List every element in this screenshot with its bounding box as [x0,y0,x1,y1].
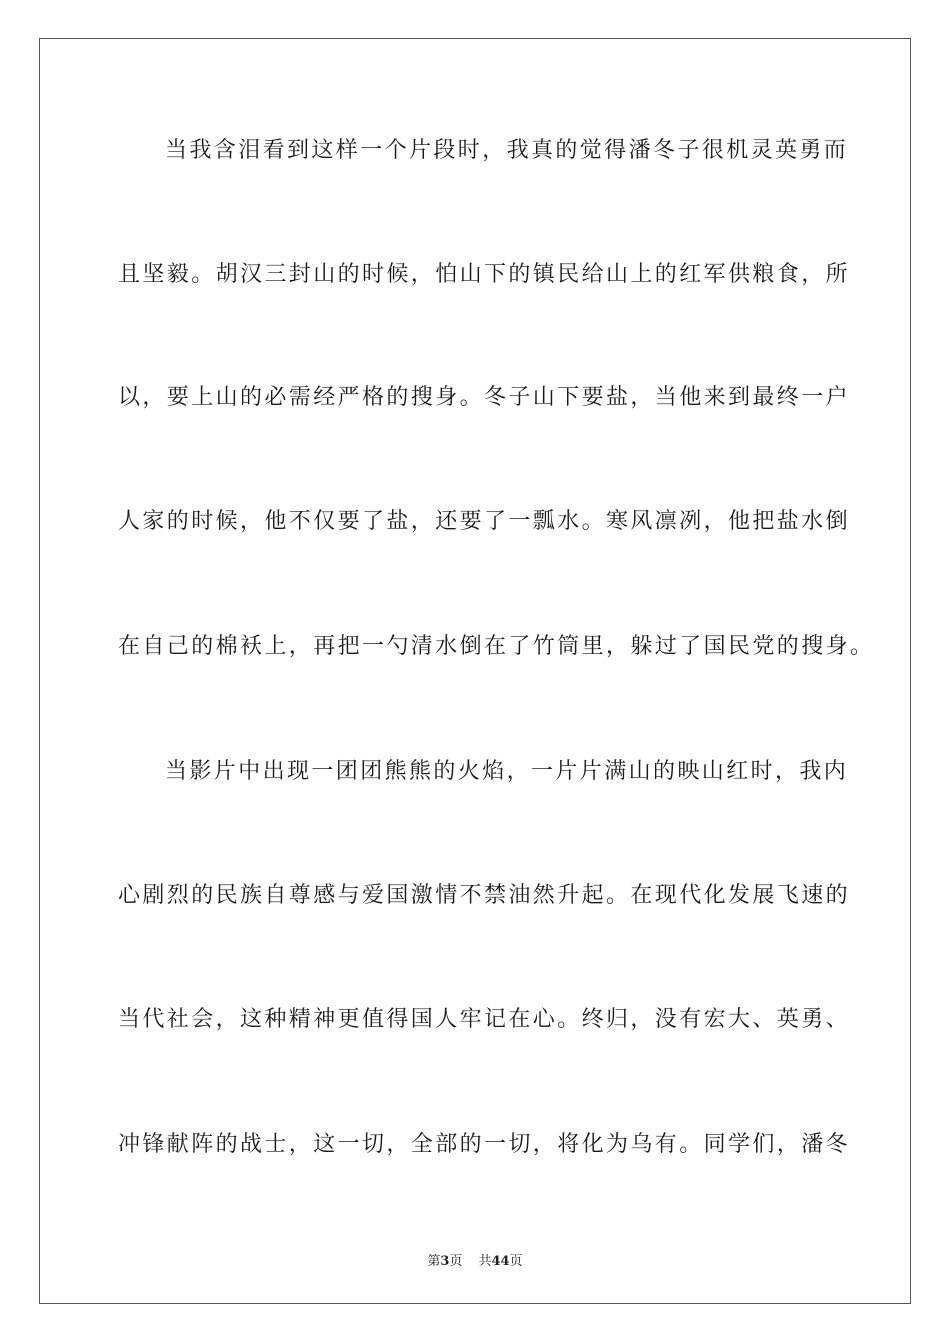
paragraph-1-line-2: 且坚毅。胡汉三封山的时候，怕山下的镇民给山上的红军供粮食，所 [118,262,851,287]
total-pages: 44 [491,1254,510,1269]
page-prefix: 第 [427,1254,441,1269]
page-suffix: 页 [449,1254,463,1269]
page-footer [0,1250,950,1269]
total-prefix: 共 [478,1254,492,1269]
paragraph-1-line-1: 当我含泪看到这样一个片段时，我真的觉得潘冬子很机灵英勇而 [165,138,849,163]
page-number: 3 [440,1254,450,1269]
paragraph-1-line-4: 人家的时候，他不仅要了盐，还要了一瓢水。寒风凛冽，他把盐水倒 [118,509,851,534]
paragraph-2-line-2: 心剧烈的民族自尊感与爱国激情不禁油然升起。在现代化发展飞速的 [118,883,851,908]
paragraph-1-line-5: 在自己的棉袄上，再把一勺清水倒在了竹筒里，躲过了国民党的搜身。 [118,634,875,659]
paragraph-2-line-3: 当代社会，这种精神更值得国人牢记在心。终归，没有宏大、英勇、 [118,1007,851,1032]
paragraph-2-line-1: 当影片中出现一团团熊熊的火焰，一片片满山的映山红时，我内 [165,759,849,784]
page-border [39,38,911,1304]
paragraph-1-line-3: 以，要上山的必需经严格的搜身。冬子山下要盐，当他来到最终一户 [118,385,851,410]
paragraph-2-line-4: 冲锋献阵的战士，这一切，全部的一切，将化为乌有。同学们，潘冬 [118,1132,851,1157]
total-suffix: 页 [509,1254,523,1269]
